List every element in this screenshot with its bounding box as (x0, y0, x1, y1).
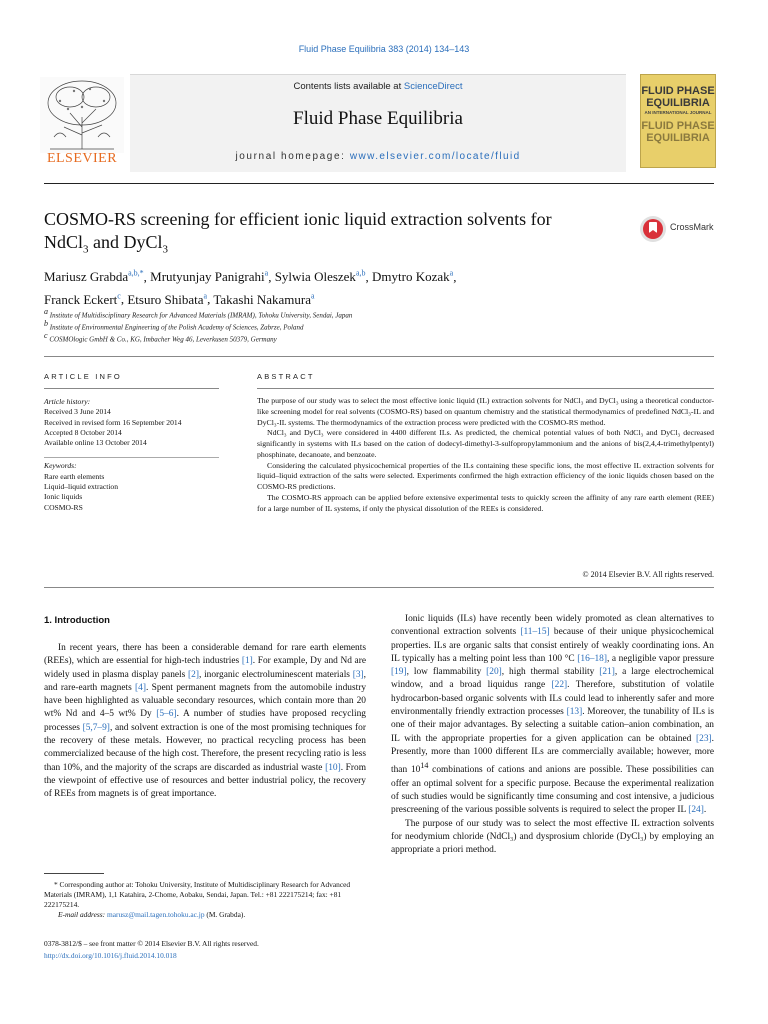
section-heading-introduction: 1. Introduction (44, 615, 110, 626)
article-info-heading: ARTICLE INFO (44, 372, 122, 381)
citation-link[interactable]: [19] (391, 667, 407, 678)
info-divider (44, 457, 219, 458)
title-line-1: COSMO-RS screening for efficient ionic liquid extraction solvents for (44, 209, 552, 229)
corresponding-author-footnote: * Corresponding author at: Tohoku University, Institute of Multidisciplinary Research for Advanced Materials (IMRAM), 1,1 Katahira, 2-Chome, Aobaku, Sendai, Japan. Tel.: +81 222175214; fax: +81 222175214. E-mail address: marusz@mail.tagen.tohoku.ac.jp (M. Grabda). (44, 880, 374, 920)
history-item: Available online 13 October 2014 (44, 438, 147, 448)
journal-title: Fluid Phase Equilibria (293, 108, 463, 129)
contents-line (130, 81, 626, 92)
keyword: Rare earth elements (44, 471, 105, 481)
author-list: Mariusz Grabda$^{a,b,*}$, Mrutyunjay Panigrahi$^a$, Sylwia Oleszek$^{a,b}$, Dmytro Kozak$^a$, Franck Eckert$^c$, Etsuro Shibata$^a$, Takashi Nakamura$^a$ (44, 269, 457, 307)
affiliation: $^a$ Institute of Multidisciplinary Research for Advanced Materials (IMRAM), Tohoku University, Sendai, Japan (44, 307, 353, 320)
page-footer (44, 938, 259, 962)
header-rule (44, 183, 714, 184)
affiliation: $^c$ COSMOlogic GmbH & Co., KG, Imbacher Weg 46, Leverkusen 50379, Germany (44, 331, 277, 344)
homepage-prefix: journal homepage: (235, 151, 350, 162)
publisher-name: ELSEVIER (46, 151, 118, 166)
footnote-rule (44, 873, 104, 874)
citation-link[interactable]: [22] (551, 680, 568, 691)
email-link[interactable]: marusz@mail.tagen.tohoku.ac.jp (107, 910, 205, 919)
crossmark-label: CrossMark (670, 222, 714, 232)
citation-link[interactable]: [2] (188, 669, 199, 680)
abstract-paragraph: The purpose of our study was to select the most effective ionic liquid (IL) extraction solvents for NdCl₃ and DyCl₃ using a theoretical conductor-like screening model for real solvents (COSMO-RS) based on quantum chemistry and the statistical thermodynamics of predefined NdCl₃-IL and DyCl₃-IL systems. The thermodynamics of the extraction process were predicted with the COSMO-RS method. (257, 396, 714, 427)
author[interactable]: Dmytro Kozak$^a$ (372, 269, 454, 285)
abstract-body (257, 396, 714, 514)
abstract-rule (257, 388, 714, 389)
article-title (44, 208, 624, 262)
cover-line: FLUID PHASE (641, 85, 715, 97)
history-heading: Article history: (44, 397, 91, 406)
journal-banner (130, 74, 626, 172)
affiliation: $^b$ Institute of Environmental Engineering of the Polish Academy of Sciences, Zabrze, Poland (44, 319, 304, 332)
divider (44, 587, 714, 588)
intro-paragraph: The purpose of our study was to select the most effective IL extraction solvents for neodymium chloride (NdCl₃) and dysprosium chloride (DyCl₃) by employing an appropriate a priori method. (391, 818, 714, 856)
history-item: Received in revised form 16 September 2014 (44, 417, 182, 427)
citation-link[interactable]: [11–15] (520, 627, 550, 638)
citation-link[interactable]: [16–18] (577, 653, 607, 664)
cover-line: EQUILIBRIA (646, 97, 710, 109)
citation-link[interactable]: [1] (241, 656, 253, 667)
footnote-text: * Corresponding author at: Tohoku University, Institute of Multidisciplinary Research for Advanced Materials (IMRAM), 1,1 Katahira, 2-Chome, Aobaku, Sendai, Japan. Tel.: +81 222175214; fax: +81 222175214. (44, 880, 351, 909)
abstract-copyright: © 2014 Elsevier B.V. All rights reserved. (582, 570, 714, 579)
abstract-paragraph: The COSMO-RS approach can be applied before extensive experimental tests to quickly screen the affinity of any rare earth element (REE) for a large number of IL systems, if only the physical dissolution of the REEs is considered. (257, 492, 714, 513)
journal-homepage (130, 151, 626, 162)
intro-right-column (391, 613, 714, 857)
cover-line: AN INTERNATIONAL JOURNAL (644, 110, 712, 115)
elsevier-logo (40, 77, 124, 167)
crossmark-badge[interactable] (638, 213, 714, 245)
journal-cover (640, 74, 716, 168)
issn-line: 0378-3812/$ – see front matter © 2014 Elsevier B.V. All rights reserved. (44, 939, 259, 948)
citation-link[interactable]: [20] (486, 667, 502, 678)
crossmark-icon (638, 213, 668, 245)
journal-reference[interactable]: Fluid Phase Equilibria 383 (2014) 134–143 (298, 44, 470, 54)
citation-link[interactable]: [5–6] (156, 709, 177, 720)
cover-line: EQUILIBRIA (646, 132, 710, 144)
abstract-paragraph: Considering the calculated physicochemical properties of the ILs containing these specific ions, the most effective IL extraction solvents for liquid–liquid extraction of the salts were selected. Experiments confirmed the high extraction efficiency of the ionic liquids chosen based on the COSMO-RS predictions. (257, 460, 714, 491)
history-item: Received 3 June 2014 (44, 407, 111, 417)
author[interactable]: Etsuro Shibata$^a$ (127, 291, 208, 307)
author[interactable]: Mrutyunjay Panigrahi$^a$ (150, 269, 269, 285)
author[interactable]: Takashi Nakamura$^a$ (213, 291, 315, 307)
contents-prefix: Contents lists available at (293, 81, 404, 92)
citation-link[interactable]: [23] (696, 733, 712, 744)
citation-link[interactable]: [24] (688, 805, 704, 816)
keyword: Liquid–liquid extraction (44, 482, 119, 492)
keywords-heading: Keywords: (44, 461, 77, 471)
intro-paragraph: In recent years, there has been a considerable demand for rare earth elements (REEs), which are essential for high-tech industries [1]. For example, Dy and Nd are widely used in plasma display panels [2], inorganic electroluminescent materials [3], and rare-earth magnets [4]. Spent permanent magnets from the automobile industry have been highlighted as valuable secondary resources, which contain more than 20 wt% Nd and 4–5 wt% Dy [5–6]. A number of studies have proposed recycling processes [5,7–9], and solvent extraction is one of the most promising techniques for the recovery of these metals. However, no practical recycling process has been commercialized because of the high cost. Therefore, the present recycling ratio is less than 10%, and the majority of the scraps are discarded as industrial waste [10]. From the viewpoint of effective use of resources and better industrial policy, the recovery of REEs from magnets is of great importance. (44, 643, 367, 800)
keyword: COSMO-RS (44, 502, 83, 512)
abstract-heading: ABSTRACT (257, 372, 315, 381)
history-item: Accepted 8 October 2014 (44, 427, 122, 437)
info-rule (44, 388, 219, 389)
intro-left-column (44, 642, 366, 802)
intro-paragraph: Ionic liquids (ILs) have recently been widely promoted as clean alternatives to conventional extraction solvents [11–15] because of their unique physicochemical properties. ILs are organic salts that consist entirely of weakly coordinating ions. An IL typically has a melting point less than 100 °C [16–18], a negligible vapor pressure [19], low flammability [20], high thermal stability [21], a large electrochemical window, and a broad liquidus range [22]. Therefore, substitution of volatile hydrocarbon-based organic solvents with ILs could lead to inherently safer and more environmentally friendly extraction processes [13]. Moreover, the tunability of ILs is one of their major advantages. By selecting a suitable cation–anion combination, an IL with the appropriate properties for a given application can be obtained [23]. Presently, more than 1000 different ILs are commercially available; however, more than $10^{14}$ combinations of cations and anions are possible. These possibilities can offer an optimal solvent for a specific purpose. Because the experimental realization of such studies would be significantly time consuming and cost intensive, a judicious prescreening of the various possible solvents is required to select the proper IL [24]. (391, 614, 714, 816)
citation-link[interactable]: [5,7–9] (82, 722, 110, 733)
divider (44, 356, 714, 357)
doi-link[interactable]: http://dx.doi.org/10.1016/j.fluid.2014.10.018 (44, 951, 177, 960)
author[interactable]: Franck Eckert$^c$ (44, 291, 121, 307)
homepage-link[interactable]: www.elsevier.com/locate/fluid (349, 151, 521, 162)
article-info (44, 397, 219, 513)
citation-link[interactable]: [21] (599, 667, 615, 678)
citation-link[interactable]: [13] (566, 707, 583, 718)
title-line-2: NdCl$_3$ and DyCl$_3$ (44, 232, 169, 256)
email-label: E-mail address: (58, 910, 107, 919)
citation-link[interactable]: [3] (352, 669, 364, 680)
author[interactable]: Sylwia Oleszek$^{a,b}$ (274, 269, 366, 285)
keyword: Ionic liquids (44, 492, 83, 502)
cover-line: FLUID PHASE (641, 120, 715, 132)
citation-link[interactable]: [10] (325, 762, 341, 773)
sciencedirect-link[interactable]: ScienceDirect (403, 81, 463, 92)
author[interactable]: Mariusz Grabda$^{a,b,*}$ (44, 269, 144, 285)
abstract-paragraph: NdCl₃ and DyCl₃ were considered in 4400 different ILs. As predicted, the chemical potential values of both NdCl₃ and DyCl₃ decreased significantly in systems with ILs based on the cation of dodecyl-dimethyl-3-sulfopropylammonium and the anions of bis(2,4,4-trimethylpentyl) phosphinate, decanoate, and benzoate. (257, 428, 714, 459)
citation-link[interactable]: [4] (135, 682, 146, 693)
